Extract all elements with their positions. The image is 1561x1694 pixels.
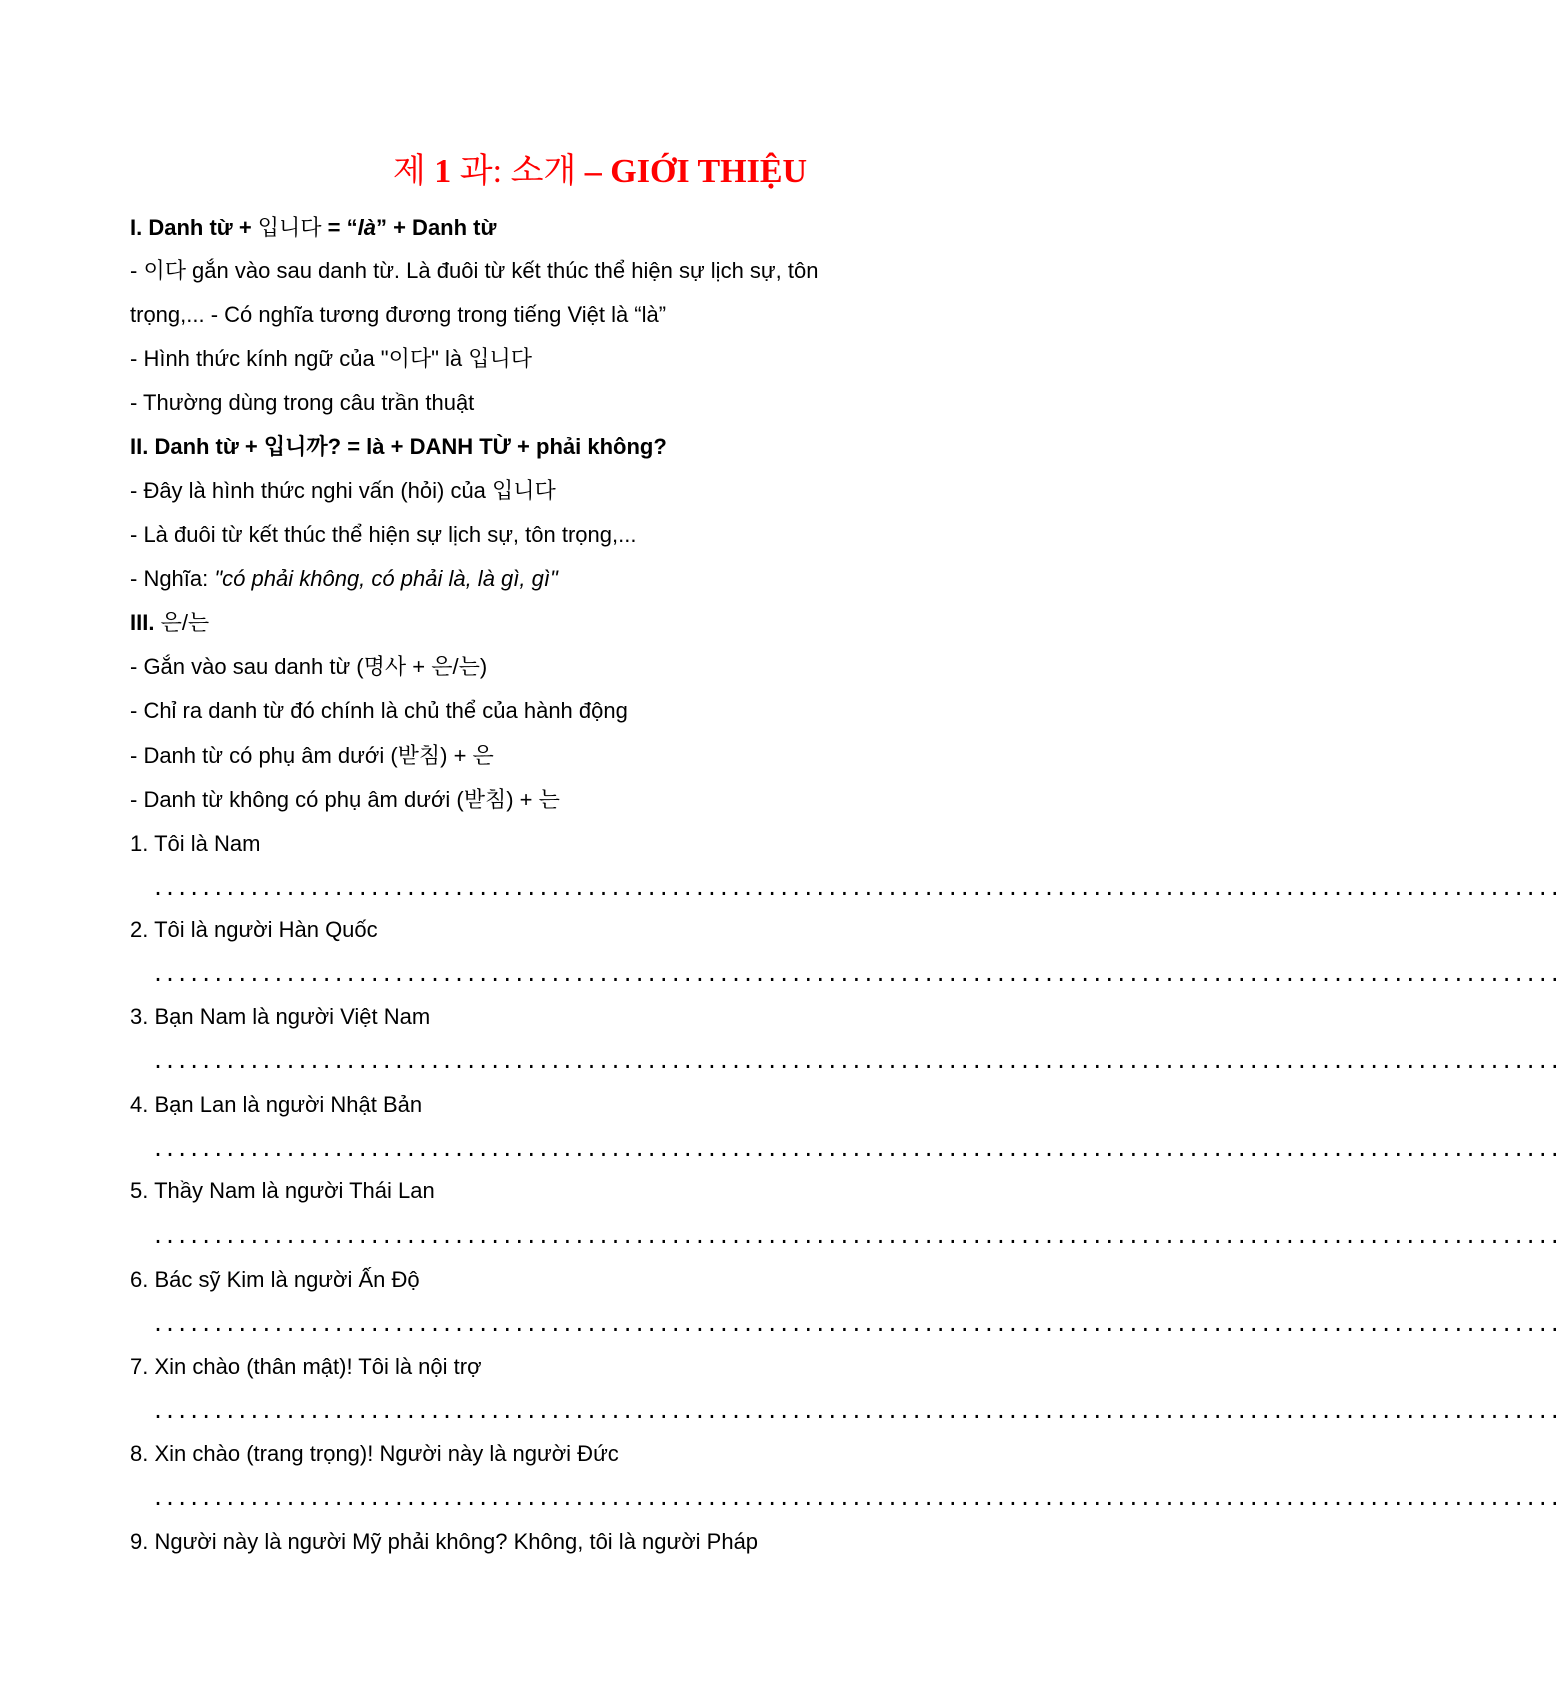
exercise-prompt: 4. Bạn Lan là người Nhật Bản <box>130 1092 423 1117</box>
answer-dots: ..................................................................................................................... <box>152 876 1561 900</box>
section-2-line: - Là đuôi từ kết thúc thể hiện sự lịch sự, tôn trọng,... <box>130 522 637 547</box>
exercise-answer-line <box>130 1309 1561 1339</box>
section-1-line: - Hình thức kính ngữ của "이다" là 입니다 <box>130 346 533 371</box>
exercise-answer-line <box>130 873 1561 903</box>
section-2-heading: II. Danh từ + 입니까? = là + DANH TỪ + phải không? <box>130 434 667 459</box>
answer-dots: ..................................................................................................................... <box>152 962 1561 986</box>
section-2-meaning <box>130 564 1090 594</box>
title-korean-prefix: 제 <box>392 153 426 190</box>
exercise-prompt: 5. Thầy Nam là người Thái Lan <box>130 1178 435 1203</box>
exercise-answer-line <box>130 1396 1561 1426</box>
title-number: 1 <box>434 153 452 190</box>
title-vietnamese: – GIỚI THIỆU <box>584 153 808 190</box>
exercise-prompt: 3. Bạn Nam là người Việt Nam <box>130 1004 431 1029</box>
section-3-line: - Gắn vào sau danh từ (명사 + 은/는) <box>130 654 488 679</box>
section-3-line: - Danh từ có phụ âm dưới (받침) + 은 <box>130 743 494 768</box>
section-1-line: trọng,... - Có nghĩa tương đương trong tiếng Việt là “là” <box>130 302 667 327</box>
section-1-heading-la: là <box>357 215 376 240</box>
answer-dots: ..................................................................................................................... <box>152 1137 1561 1161</box>
section-1-heading-part: I. Danh từ + <box>130 215 258 240</box>
exercise-prompt: 2. Tôi là người Hàn Quốc <box>130 917 378 942</box>
answer-dots: ..................................................................................................................... <box>152 1049 1561 1073</box>
exercise-prompt: 1. Tôi là Nam <box>130 831 261 856</box>
exercise-answer-line <box>130 1046 1561 1076</box>
section-1-heading-korean: 입니다 <box>257 215 322 240</box>
section-3-line: - Chỉ ra danh từ đó chính là chủ thể của hành động <box>130 698 628 723</box>
meaning-prefix: - Nghĩa: <box>130 566 215 591</box>
answer-dots: ..................................................................................................................... <box>152 1399 1561 1423</box>
section-3-heading <box>130 608 1090 638</box>
meaning-text: "có phải không, có phải là, là gì, gì" <box>214 566 558 591</box>
answer-dots: ..................................................................................................................... <box>152 1312 1561 1336</box>
lesson-title <box>0 152 1200 192</box>
exercise-answer-line <box>130 1483 1561 1513</box>
exercise-prompt: 8. Xin chào (trang trọng)! Người này là người Đức <box>130 1441 619 1466</box>
section-2-line: - Đây là hình thức nghi vấn (hỏi) của 입니다 <box>130 478 556 503</box>
section-1-heading-part: = “ <box>321 215 358 240</box>
section-1-heading <box>130 213 1090 243</box>
exercise-prompt: 6. Bác sỹ Kim là người Ấn Độ <box>130 1267 420 1292</box>
section-3-heading-part: III. <box>130 610 161 635</box>
answer-dots: ..................................................................................................................... <box>152 1224 1561 1248</box>
exercise-answer-line <box>130 1221 1561 1251</box>
exercise-prompt: 9. Người này là người Mỹ phải không? Không, tôi là người Pháp <box>130 1529 759 1554</box>
exercise-answer-line <box>130 1134 1561 1164</box>
title-korean-word: 소개 <box>510 153 577 190</box>
title-korean-mid: 과: <box>459 153 503 190</box>
exercise-answer-line <box>130 959 1561 989</box>
section-3-line: - Danh từ không có phụ âm dưới (받침) + 는 <box>130 787 560 812</box>
section-1-line: - Thường dùng trong câu trần thuật <box>130 390 475 415</box>
answer-dots: ..................................................................................................................... <box>152 1486 1561 1510</box>
section-3-heading-korean: 은/는 <box>160 610 210 635</box>
section-1-heading-part: ” + Danh từ <box>375 215 497 240</box>
section-1-line: - 이다 gắn vào sau danh từ. Là đuôi từ kết thúc thể hiện sự lịch sự, tôn <box>130 258 819 283</box>
exercise-prompt: 7. Xin chào (thân mật)! Tôi là nội trợ <box>130 1354 482 1379</box>
